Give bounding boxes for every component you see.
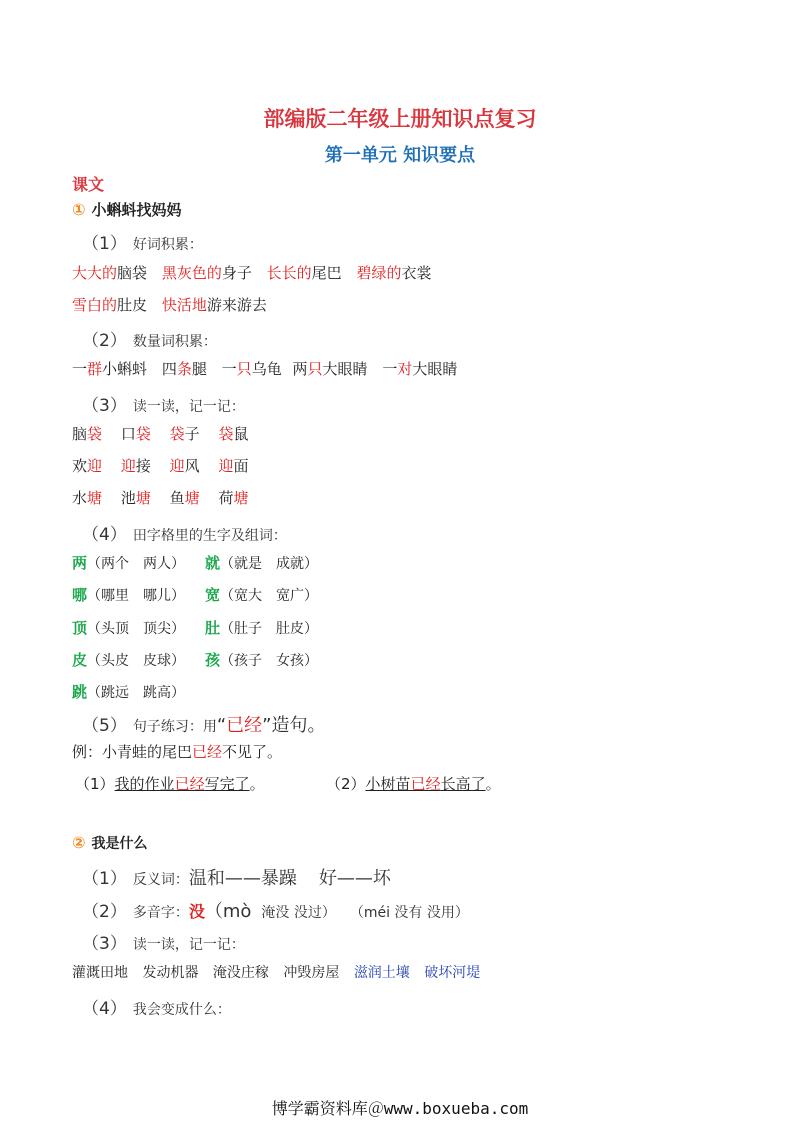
read-row-ying xyxy=(72,455,248,476)
char-entry xyxy=(205,552,318,573)
char-words: （哪里 哪儿） xyxy=(87,588,186,604)
answer-post: 长高了 xyxy=(440,775,486,793)
read-post: 风 xyxy=(184,457,200,475)
answer-pre: 小树苗 xyxy=(365,775,411,793)
read-highlight: 迎 xyxy=(169,457,185,475)
q-number: （1） xyxy=(82,234,127,254)
word-rest: 衣裳 xyxy=(401,264,432,282)
pinyin-words: 淹没 没过） xyxy=(261,905,336,921)
read-pre: 荷 xyxy=(218,489,234,507)
char-glyph: 哪 xyxy=(72,586,88,604)
measure-rest: 腿 xyxy=(191,360,207,378)
word-rest: 游来游去 xyxy=(206,296,267,314)
page-subtitle: 第一单元 知识要点 xyxy=(324,145,476,166)
polyphone-char: 没 xyxy=(188,902,205,921)
words-row2 xyxy=(72,294,267,315)
measure-words-row xyxy=(72,358,457,379)
q-number: （2） xyxy=(82,331,127,351)
phrase: 发动机器 xyxy=(142,965,199,981)
page-title: 部编版二年级上册知识点复习 xyxy=(263,107,537,131)
answer-pre: 我的作业 xyxy=(114,775,175,793)
q-suffix: 造句。 xyxy=(271,715,326,736)
lesson2-q4 xyxy=(82,994,231,1019)
answer-highlight: 已经 xyxy=(410,775,441,793)
char-entry xyxy=(205,584,318,605)
q-number: （4） xyxy=(82,525,127,545)
char-glyph: 就 xyxy=(205,554,221,572)
word-rest: 脑袋 xyxy=(117,264,148,282)
lesson2-number: ② xyxy=(72,833,86,852)
lesson2-name: 我是什么 xyxy=(91,836,148,852)
lesson1-q5 xyxy=(82,711,325,737)
words-row1 xyxy=(72,262,431,283)
char-glyph: 肚 xyxy=(205,619,221,637)
measure-highlight: 对 xyxy=(397,360,413,378)
q-text: 句子练习：用 xyxy=(132,719,217,735)
measure-pre: 两 xyxy=(292,360,308,378)
section-label: 课文 xyxy=(72,175,105,194)
q-text: 读一读，记一记： xyxy=(132,937,245,953)
antonym-pair: 好——坏 xyxy=(318,868,391,889)
phrase-row xyxy=(72,962,480,982)
char-words: （肚子 肚皮） xyxy=(220,621,319,637)
word-rest: 肚皮 xyxy=(117,296,148,314)
read-row-tang xyxy=(72,487,248,508)
read-highlight: 迎 xyxy=(87,457,103,475)
measure-highlight: 条 xyxy=(176,360,192,378)
q-text: 多音字： xyxy=(132,905,189,921)
char-glyph: 跳 xyxy=(72,683,88,701)
lesson2-q2 xyxy=(82,897,469,923)
q-number: （1） xyxy=(82,869,127,889)
word-highlight: 黑灰色的 xyxy=(161,264,222,282)
q-text: 田字格里的生字及组词： xyxy=(132,528,287,544)
lesson1-q1 xyxy=(82,229,203,254)
example-highlight: 已经 xyxy=(192,743,223,761)
measure-highlight: 只 xyxy=(236,360,252,378)
read-post: 接 xyxy=(135,457,151,475)
answer-underlined xyxy=(115,775,250,793)
read-highlight: 迎 xyxy=(120,457,136,475)
word-highlight: 大大的 xyxy=(72,264,118,282)
word-rest: 尾巴 xyxy=(311,264,342,282)
phrase: 淹没庄稼 xyxy=(212,965,269,981)
read-highlight: 塘 xyxy=(135,489,151,507)
char-glyph: 皮 xyxy=(72,651,88,669)
answer-end: 。 xyxy=(249,775,265,793)
char-entry xyxy=(72,649,185,670)
lesson1-q2 xyxy=(82,326,217,351)
read-pre: 池 xyxy=(120,489,136,507)
char-entry xyxy=(72,681,185,702)
lesson1-name: 小蝌蚪找妈妈 xyxy=(91,201,182,219)
lesson2-q1 xyxy=(82,864,391,890)
read-post: 鼠 xyxy=(233,425,249,443)
word-highlight: 快活地 xyxy=(161,296,207,314)
q-number: （3） xyxy=(82,396,127,416)
char-words: （头顶 顶尖） xyxy=(87,621,186,637)
answer-end: 。 xyxy=(485,775,501,793)
char-words: （头皮 皮球） xyxy=(87,653,186,669)
read-pre: 口 xyxy=(120,425,136,443)
q-number: （4） xyxy=(82,999,127,1019)
lesson2-q3 xyxy=(82,929,245,954)
read-highlight: 迎 xyxy=(218,457,234,475)
read-highlight: 袋 xyxy=(87,425,103,443)
char-words: （跳远 跳高） xyxy=(87,685,186,701)
measure-highlight: 群 xyxy=(87,360,103,378)
read-highlight: 塘 xyxy=(233,489,249,507)
phrase: 灌溉田地 xyxy=(72,965,128,981)
lesson1-q4 xyxy=(82,520,287,545)
antonym-pair: 温和——暴躁 xyxy=(188,868,297,889)
q-text: 我会变成什么： xyxy=(132,1002,231,1018)
read-pre: 水 xyxy=(72,489,88,507)
lesson2-heading xyxy=(72,833,148,853)
read-highlight: 塘 xyxy=(184,489,200,507)
example-sentence xyxy=(72,741,282,762)
lesson1-heading xyxy=(72,199,182,220)
char-words: （宽大 宽广） xyxy=(220,588,319,604)
answer-number: （2） xyxy=(326,775,366,793)
char-entry xyxy=(205,617,318,638)
pinyin-mei: （méi 没有 没用） xyxy=(349,905,469,921)
word-highlight: 长长的 xyxy=(266,264,312,282)
quote-close: ” xyxy=(262,715,272,736)
char-entry xyxy=(72,552,185,573)
char-glyph: 宽 xyxy=(205,586,221,604)
read-pre: 鱼 xyxy=(169,489,185,507)
phrase: 冲毁房屋 xyxy=(283,965,340,981)
q-number: （3） xyxy=(82,934,127,954)
answer-post: 写完了 xyxy=(204,775,250,793)
measure-pre: 一 xyxy=(221,360,237,378)
answer-sentence xyxy=(326,773,501,794)
read-highlight: 塘 xyxy=(87,489,103,507)
measure-rest: 大眼睛 xyxy=(412,360,458,378)
char-words: （就是 成就） xyxy=(220,556,319,572)
char-glyph: 两 xyxy=(72,554,88,572)
phrase-highlight: 滋润土壤 xyxy=(353,965,410,981)
answer-highlight: 已经 xyxy=(174,775,205,793)
char-words: （孩子 女孩） xyxy=(220,653,319,669)
measure-pre: 一 xyxy=(382,360,398,378)
word-highlight: 碧绿的 xyxy=(356,264,402,282)
measure-pre: 四 xyxy=(161,360,177,378)
q-text: 好词积累： xyxy=(132,237,203,253)
char-words: （两个 两人） xyxy=(87,556,186,572)
char-entry xyxy=(72,584,185,605)
target-word: 已经 xyxy=(226,715,263,736)
char-entry xyxy=(205,649,318,670)
lesson1-number: ① xyxy=(72,200,86,219)
read-row-dai xyxy=(72,423,248,444)
answer-sentence xyxy=(75,773,265,794)
answer-number: （1） xyxy=(75,775,115,793)
char-glyph: 顶 xyxy=(72,619,88,637)
q-text: 读一读，记一记： xyxy=(132,399,245,415)
char-entry xyxy=(72,617,185,638)
measure-rest: 大眼睛 xyxy=(322,360,368,378)
measure-highlight: 只 xyxy=(307,360,323,378)
footer-watermark: 博学霸资料库＠www.boxueba.com xyxy=(271,1099,529,1118)
example-pre: 例：小青蛙的尾巴 xyxy=(72,743,193,761)
q-number: （2） xyxy=(82,902,127,922)
read-pre: 欢 xyxy=(72,457,88,475)
read-pre: 脑 xyxy=(72,425,88,443)
measure-pre: 一 xyxy=(72,360,88,378)
read-highlight: 袋 xyxy=(169,425,185,443)
quote-open: “ xyxy=(216,715,227,736)
word-rest: 身子 xyxy=(221,264,252,282)
answer-underlined xyxy=(366,775,486,793)
read-post: 面 xyxy=(233,457,249,475)
measure-rest: 乌龟 xyxy=(251,360,282,378)
pinyin-mo: （mò xyxy=(204,901,252,922)
read-post: 子 xyxy=(184,425,200,443)
lesson1-q3 xyxy=(82,391,245,416)
measure-rest: 小蝌蚪 xyxy=(102,360,148,378)
q-text: 反义词： xyxy=(132,872,189,888)
read-highlight: 袋 xyxy=(135,425,151,443)
phrase-highlight: 破坏河堤 xyxy=(424,965,481,981)
char-glyph: 孩 xyxy=(205,651,221,669)
word-highlight: 雪白的 xyxy=(72,296,118,314)
q-number: （5） xyxy=(82,716,127,736)
example-post: 不见了。 xyxy=(222,743,283,761)
read-highlight: 袋 xyxy=(218,425,234,443)
q-text: 数量词积累： xyxy=(132,334,217,350)
